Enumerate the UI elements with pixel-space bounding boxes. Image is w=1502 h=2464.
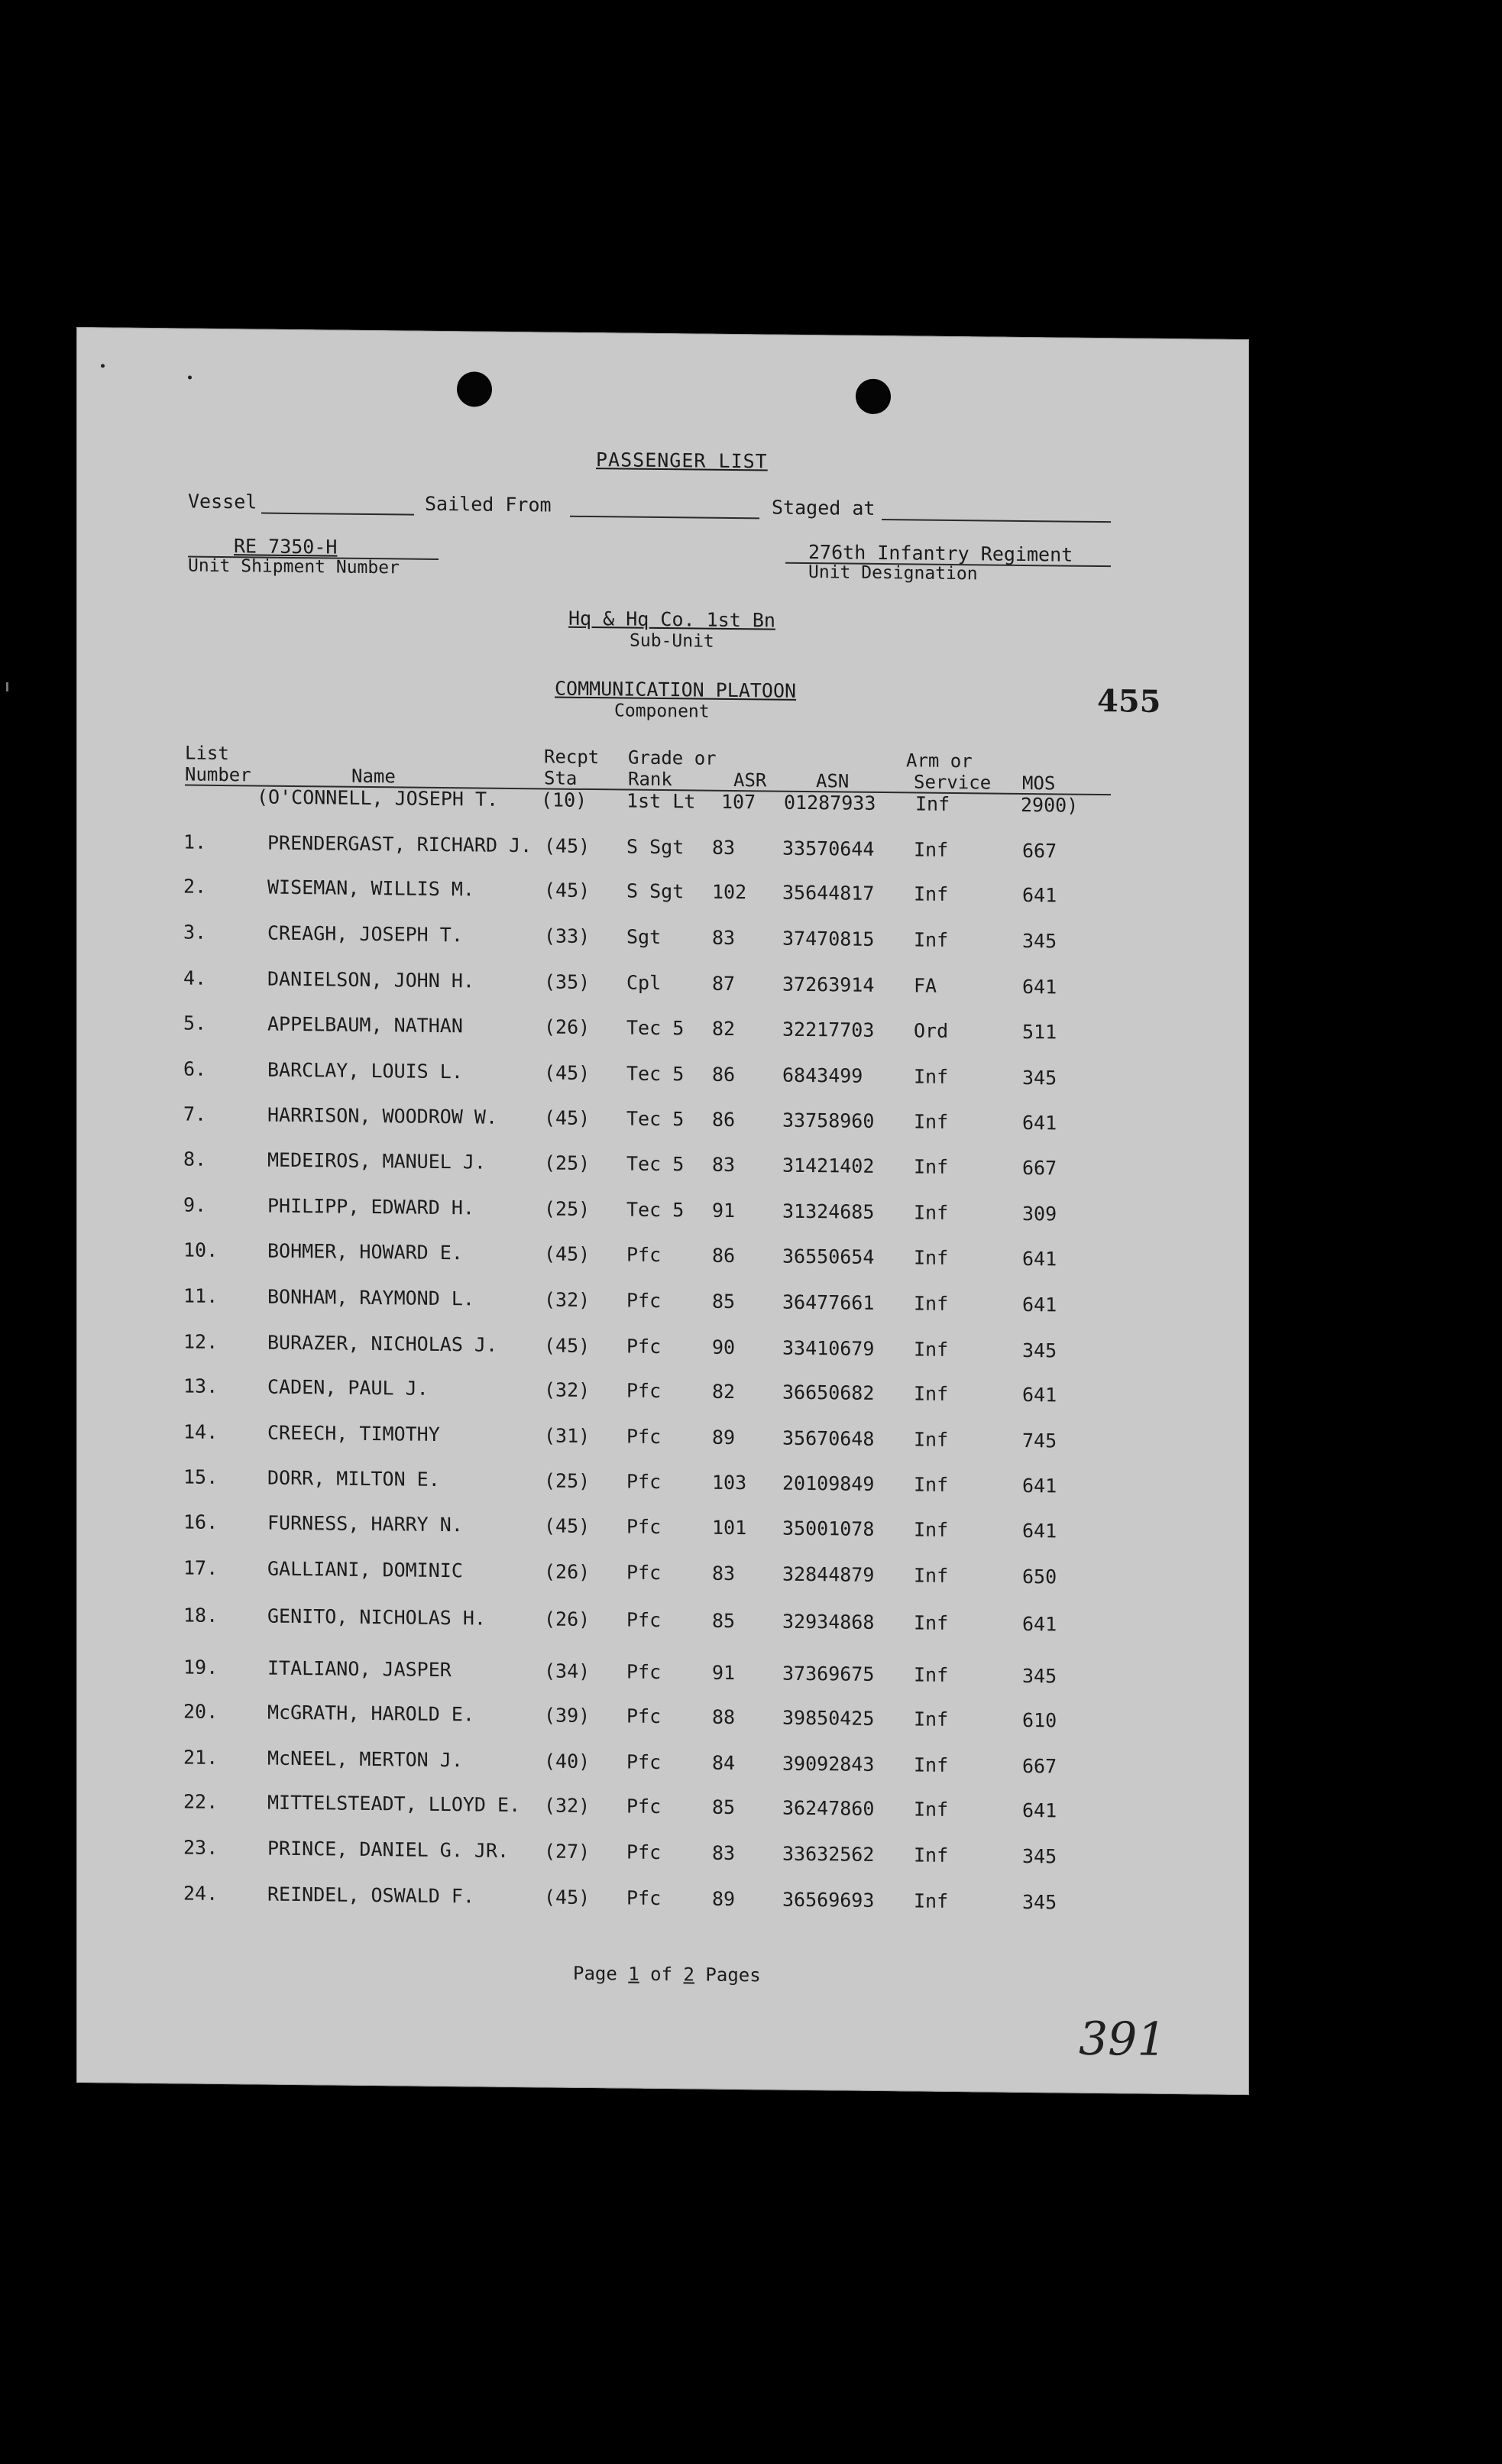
row-name: ITALIANO, JASPER — [267, 1656, 452, 1682]
row-asr: 89 — [712, 1426, 736, 1449]
table-row — [76, 1420, 1249, 1459]
row-recpt-sta: (32) — [544, 1378, 591, 1402]
header-list: List — [185, 742, 229, 765]
row-recpt-sta: (34) — [544, 1659, 591, 1683]
of-word: of — [650, 1963, 673, 1986]
row-name: APPELBAUM, NATHAN — [267, 1012, 463, 1038]
row-arm: Inf — [914, 1201, 949, 1224]
row-asr: 89 — [712, 1887, 736, 1911]
row-number: 7. — [183, 1102, 207, 1125]
speck — [101, 364, 105, 367]
row-number: 14. — [183, 1420, 219, 1443]
row-asn: 36569693 — [782, 1888, 875, 1912]
row-name: PRINCE, DANIEL G. JR. — [267, 1837, 510, 1862]
row-number: 17. — [183, 1556, 219, 1579]
row-asr: 86 — [712, 1063, 736, 1086]
table-row — [76, 1011, 1249, 1051]
row-name: PRENDERGAST, RICHARD J. — [267, 831, 532, 857]
row-mos: 641 — [1022, 1474, 1057, 1498]
sailed-from-label: Sailed From — [425, 492, 552, 516]
row-grade: Pfc — [626, 1841, 662, 1864]
edge-mark — [6, 682, 8, 691]
row-recpt-sta: (45) — [544, 834, 591, 858]
row-recpt-sta: (45) — [544, 1061, 591, 1085]
table-row — [76, 1603, 1249, 1643]
row-name: MEDEIROS, MANUEL J. — [267, 1148, 486, 1174]
page-footer — [573, 1963, 761, 1986]
row-name: BONHAM, RAYMOND L. — [267, 1285, 474, 1310]
unit-shipment-caption: Unit Shipment Number — [188, 555, 400, 578]
row-arm: Inf — [914, 1753, 949, 1776]
table-row — [76, 1835, 1249, 1875]
header-mos: MOS — [1022, 772, 1056, 795]
row-recpt-sta: (31) — [544, 1424, 591, 1448]
pages-word: Pages — [705, 1964, 761, 1986]
table-row — [76, 1238, 1249, 1277]
row-number: 19. — [183, 1656, 219, 1679]
row-number: 4. — [183, 966, 207, 989]
row-asr: 82 — [712, 1380, 736, 1404]
row-number: 2. — [183, 875, 207, 898]
row-asn: 35001078 — [782, 1517, 875, 1540]
row-name: GENITO, NICHOLAS H. — [267, 1604, 486, 1630]
row-grade: Pfc — [626, 1750, 662, 1774]
unit-designation-caption: Unit Designation — [808, 562, 978, 584]
handwritten-number: 391 — [1079, 2012, 1167, 2067]
row-grade: Pfc — [626, 1379, 662, 1403]
row-arm: Inf — [914, 1708, 949, 1731]
row-asr: 85 — [712, 1290, 736, 1313]
header-service: Service — [914, 771, 992, 794]
row-arm: Inf — [914, 1155, 949, 1178]
row-mos: 745 — [1022, 1429, 1057, 1452]
table-row — [76, 1789, 1249, 1829]
row-asn: 31421402 — [782, 1154, 875, 1177]
row-recpt-sta: (45) — [544, 1514, 591, 1538]
row-recpt-sta: (25) — [544, 1151, 591, 1175]
row-mos: 641 — [1022, 1293, 1057, 1316]
row-number: 12. — [183, 1330, 219, 1353]
row-number: 9. — [183, 1193, 207, 1216]
row-name: FURNESS, HARRY N. — [267, 1511, 463, 1536]
staged-at-blank — [882, 517, 1111, 523]
row-asr: 83 — [712, 1562, 736, 1585]
row-asr: 84 — [712, 1751, 736, 1775]
row-name: (O'CONNELL, JOSEPH T. — [257, 785, 499, 811]
row-grade: Tec 5 — [626, 1107, 685, 1131]
row-recpt-sta: (10) — [541, 788, 588, 811]
header-rank: Rank — [628, 768, 672, 791]
unit-designation: 276th Infantry Regiment — [808, 541, 1073, 566]
row-recpt-sta: (33) — [544, 924, 591, 948]
row-recpt-sta: (26) — [544, 1015, 591, 1039]
row-asr: 90 — [712, 1336, 736, 1359]
row-asr: 83 — [712, 1841, 736, 1865]
header-recpt: Recpt — [544, 746, 600, 769]
row-asn: 36247860 — [782, 1796, 875, 1820]
table-row — [76, 1745, 1249, 1785]
table-row — [76, 874, 1249, 914]
row-recpt-sta: (45) — [544, 879, 591, 902]
row-asr: 86 — [712, 1244, 736, 1268]
stamp-number: 455 — [1097, 682, 1161, 720]
row-arm: Inf — [914, 1428, 949, 1451]
row-grade: 1st Lt — [626, 789, 696, 813]
row-grade: Pfc — [626, 1795, 662, 1818]
page-total: 2 — [683, 1964, 694, 1986]
row-mos: 641 — [1022, 1247, 1057, 1271]
row-recpt-sta: (45) — [544, 1886, 591, 1909]
row-asn: 37263914 — [782, 973, 875, 996]
row-arm: Ord — [914, 1019, 949, 1042]
table-row — [76, 1881, 1249, 1921]
row-asn: 33758960 — [782, 1109, 875, 1132]
row-asn: 39092843 — [782, 1752, 875, 1776]
row-mos: 667 — [1022, 1754, 1057, 1778]
row-asn: 32844879 — [782, 1562, 875, 1586]
row-recpt-sta: (45) — [544, 1106, 591, 1130]
row-asn: 33410679 — [782, 1336, 875, 1360]
document-title: PASSENGER LIST — [596, 448, 768, 473]
row-asn: 01287933 — [784, 791, 876, 814]
header-grade: Grade or — [628, 746, 717, 769]
row-grade: S Sgt — [626, 835, 685, 859]
row-arm: Inf — [914, 1246, 949, 1269]
row-arm: Inf — [914, 1338, 949, 1361]
row-recpt-sta: (45) — [544, 1334, 591, 1358]
row-arm: Inf — [914, 1110, 949, 1133]
row-asr: 102 — [712, 880, 747, 904]
row-mos: 345 — [1022, 1066, 1057, 1090]
document-page — [76, 327, 1249, 2095]
row-grade: Pfc — [626, 1705, 662, 1728]
row-asr: 85 — [712, 1795, 736, 1819]
row-mos: 309 — [1022, 1202, 1057, 1226]
row-mos: 345 — [1022, 929, 1057, 953]
row-name: WISEMAN, WILLIS M. — [267, 876, 474, 901]
staged-at-label: Staged at — [772, 496, 876, 520]
row-asr: 83 — [712, 926, 736, 950]
row-name: PHILIPP, EDWARD H. — [267, 1194, 474, 1219]
row-recpt-sta: (26) — [544, 1560, 591, 1584]
row-mos: 641 — [1022, 1383, 1057, 1407]
row-mos: 667 — [1022, 1156, 1057, 1180]
row-arm: Inf — [914, 1611, 949, 1634]
row-asr: 83 — [712, 836, 736, 860]
header-number: Number — [185, 763, 251, 786]
row-asn: 39850425 — [782, 1706, 875, 1730]
row-mos: 641 — [1022, 1799, 1057, 1822]
row-mos: 2900) — [1021, 793, 1079, 817]
row-grade: Cpl — [626, 971, 662, 995]
table-row — [76, 1147, 1249, 1187]
row-arm: Inf — [914, 838, 949, 861]
row-name: CREECH, TIMOTHY — [267, 1421, 440, 1446]
row-asn: 37369675 — [782, 1662, 875, 1685]
row-grade: Sgt — [626, 925, 662, 949]
row-number: 24. — [183, 1882, 219, 1905]
row-asn: 32934868 — [782, 1610, 875, 1633]
row-mos: 511 — [1022, 1020, 1057, 1044]
row-name: HARRISON, WOODROW W. — [267, 1103, 498, 1128]
row-mos: 641 — [1022, 1519, 1057, 1543]
row-asn: 37470815 — [782, 927, 875, 950]
row-name: GALLIANI, DOMINIC — [267, 1557, 463, 1582]
row-number: 16. — [183, 1510, 219, 1533]
row-name: REINDEL, OSWALD F. — [267, 1883, 474, 1908]
table-row — [76, 1329, 1249, 1369]
row-mos: 667 — [1022, 839, 1057, 863]
row-name: CADEN, PAUL J. — [267, 1375, 429, 1400]
sub-unit: Hq & Hq Co. 1st Bn — [568, 607, 775, 632]
row-arm: Inf — [914, 882, 949, 905]
row-grade: Pfc — [626, 1335, 662, 1358]
row-arm: FA — [914, 974, 937, 997]
sailed-from-blank — [570, 514, 759, 520]
punch-hole-left — [457, 371, 492, 406]
officer-row — [76, 784, 1249, 824]
row-asr: 91 — [712, 1199, 736, 1222]
row-mos: 345 — [1022, 1664, 1057, 1688]
row-name: BOHMER, HOWARD E. — [267, 1239, 463, 1264]
row-arm: Inf — [915, 792, 950, 815]
row-name: BURAZER, NICHOLAS J. — [267, 1331, 498, 1356]
row-name: McNEEL, MERTON J. — [267, 1747, 463, 1772]
row-recpt-sta: (32) — [544, 1288, 591, 1312]
vessel-blank — [261, 511, 414, 516]
row-asr: 101 — [712, 1516, 747, 1540]
row-mos: 345 — [1022, 1339, 1057, 1362]
row-recpt-sta: (45) — [544, 1242, 591, 1266]
row-grade: Pfc — [626, 1660, 662, 1684]
row-recpt-sta: (32) — [544, 1794, 591, 1818]
row-asn: 36650682 — [782, 1381, 875, 1404]
component-caption: Component — [614, 701, 710, 722]
row-arm: Inf — [914, 1889, 949, 1912]
row-recpt-sta: (25) — [544, 1469, 591, 1493]
header-name: Name — [351, 765, 396, 788]
table-row — [76, 1193, 1249, 1232]
row-number: 23. — [183, 1836, 219, 1859]
row-mos: 641 — [1022, 1111, 1057, 1135]
row-asn: 35670648 — [782, 1426, 875, 1450]
row-arm: Inf — [914, 1844, 949, 1867]
table-row — [76, 966, 1249, 1005]
row-name: CREAGH, JOSEPH T. — [267, 921, 463, 947]
row-grade: Tec 5 — [626, 1152, 685, 1176]
row-asn: 36477661 — [782, 1290, 875, 1314]
row-arm: Inf — [914, 1798, 949, 1821]
row-asr: 82 — [712, 1017, 736, 1041]
row-asr: 88 — [712, 1705, 736, 1729]
row-recpt-sta: (25) — [544, 1197, 591, 1221]
row-name: MITTELSTEADT, LLOYD E. — [267, 1791, 521, 1817]
row-number: 5. — [183, 1012, 207, 1034]
punch-hole-right — [856, 379, 891, 414]
table-row — [76, 830, 1249, 869]
row-asn: 33570644 — [782, 837, 875, 860]
row-number: 6. — [183, 1057, 207, 1080]
page-word: Page — [573, 1962, 617, 1985]
row-recpt-sta: (27) — [544, 1840, 591, 1863]
row-asr: 103 — [712, 1471, 747, 1494]
row-grade: Tec 5 — [626, 1198, 685, 1222]
row-number: 21. — [183, 1746, 219, 1769]
row-mos: 641 — [1022, 975, 1057, 999]
row-number: 22. — [183, 1790, 219, 1813]
row-grade: Pfc — [626, 1425, 662, 1449]
row-arm: Inf — [914, 1473, 949, 1496]
header-asr: ASR — [733, 769, 767, 792]
row-number: 20. — [183, 1700, 219, 1723]
row-asn: 31324685 — [782, 1200, 875, 1223]
row-recpt-sta: (35) — [544, 970, 591, 994]
row-mos: 345 — [1022, 1844, 1057, 1868]
row-recpt-sta: (39) — [544, 1704, 591, 1727]
row-grade: Pfc — [626, 1470, 662, 1494]
row-grade: Pfc — [626, 1243, 662, 1267]
row-asn: 35644817 — [782, 881, 875, 905]
row-name: DORR, MILTON E. — [267, 1466, 440, 1491]
row-grade: Pfc — [626, 1515, 662, 1539]
table-row — [76, 1102, 1249, 1141]
header-asn: ASN — [816, 770, 850, 792]
row-recpt-sta: (26) — [544, 1608, 591, 1631]
row-number: 8. — [183, 1148, 207, 1170]
table-row — [76, 1057, 1249, 1096]
row-asn: 20109849 — [782, 1472, 875, 1495]
table-row — [76, 1699, 1249, 1739]
row-number: 18. — [183, 1604, 219, 1627]
row-grade: Pfc — [626, 1886, 662, 1910]
table-row — [76, 920, 1249, 960]
row-asr: 107 — [721, 790, 756, 814]
row-number: 10. — [183, 1238, 219, 1261]
row-grade: Tec 5 — [626, 1016, 685, 1040]
row-number: 1. — [183, 831, 207, 853]
header-arm: Arm or — [906, 750, 973, 772]
table-row — [76, 1374, 1249, 1413]
table-row — [76, 1465, 1249, 1504]
page-number: 1 — [628, 1963, 639, 1985]
row-arm: Inf — [914, 1564, 949, 1587]
row-grade: Tec 5 — [626, 1062, 685, 1086]
row-grade: Pfc — [626, 1289, 662, 1313]
row-mos: 610 — [1022, 1708, 1057, 1732]
row-asn: 33632562 — [782, 1842, 875, 1866]
row-asr: 86 — [712, 1108, 736, 1132]
row-asr: 85 — [712, 1609, 736, 1633]
row-arm: Inf — [914, 928, 949, 951]
row-number: 13. — [183, 1374, 219, 1397]
table-row — [76, 1556, 1249, 1595]
row-name: DANIELSON, JOHN H. — [267, 967, 474, 992]
component: COMMUNICATION PLATOON — [555, 677, 797, 702]
row-mos: 641 — [1022, 1612, 1057, 1636]
row-mos: 641 — [1022, 883, 1057, 907]
unit-shipment-number: RE 7350-H — [234, 535, 338, 559]
row-asr: 91 — [712, 1661, 736, 1685]
row-arm: Inf — [914, 1292, 949, 1315]
table-row — [76, 1655, 1249, 1695]
row-name: McGRATH, HAROLD E. — [267, 1701, 474, 1726]
row-arm: Inf — [914, 1518, 949, 1541]
row-number: 3. — [183, 921, 207, 944]
row-arm: Inf — [914, 1382, 949, 1405]
table-row — [76, 1284, 1249, 1323]
row-mos: 650 — [1022, 1565, 1057, 1588]
row-asn: 36550654 — [782, 1245, 875, 1268]
row-name: BARCLAY, LOUIS L. — [267, 1058, 463, 1083]
row-number: 11. — [183, 1284, 219, 1307]
row-asn: 6843499 — [782, 1064, 863, 1087]
row-asr: 83 — [712, 1153, 736, 1177]
row-number: 15. — [183, 1465, 219, 1488]
table-row — [76, 1510, 1249, 1549]
row-grade: Pfc — [626, 1608, 662, 1632]
row-arm: Inf — [914, 1663, 949, 1686]
row-grade: S Sgt — [626, 879, 685, 903]
row-asn: 32217703 — [782, 1018, 875, 1041]
sub-unit-caption: Sub-Unit — [630, 630, 714, 652]
row-asr: 87 — [712, 972, 736, 996]
speck — [188, 376, 192, 380]
vessel-label: Vessel — [188, 490, 257, 513]
row-mos: 345 — [1022, 1890, 1057, 1914]
row-arm: Inf — [914, 1065, 949, 1088]
row-grade: Pfc — [626, 1561, 662, 1585]
header-sta: Sta — [544, 767, 578, 789]
row-recpt-sta: (40) — [544, 1750, 591, 1773]
